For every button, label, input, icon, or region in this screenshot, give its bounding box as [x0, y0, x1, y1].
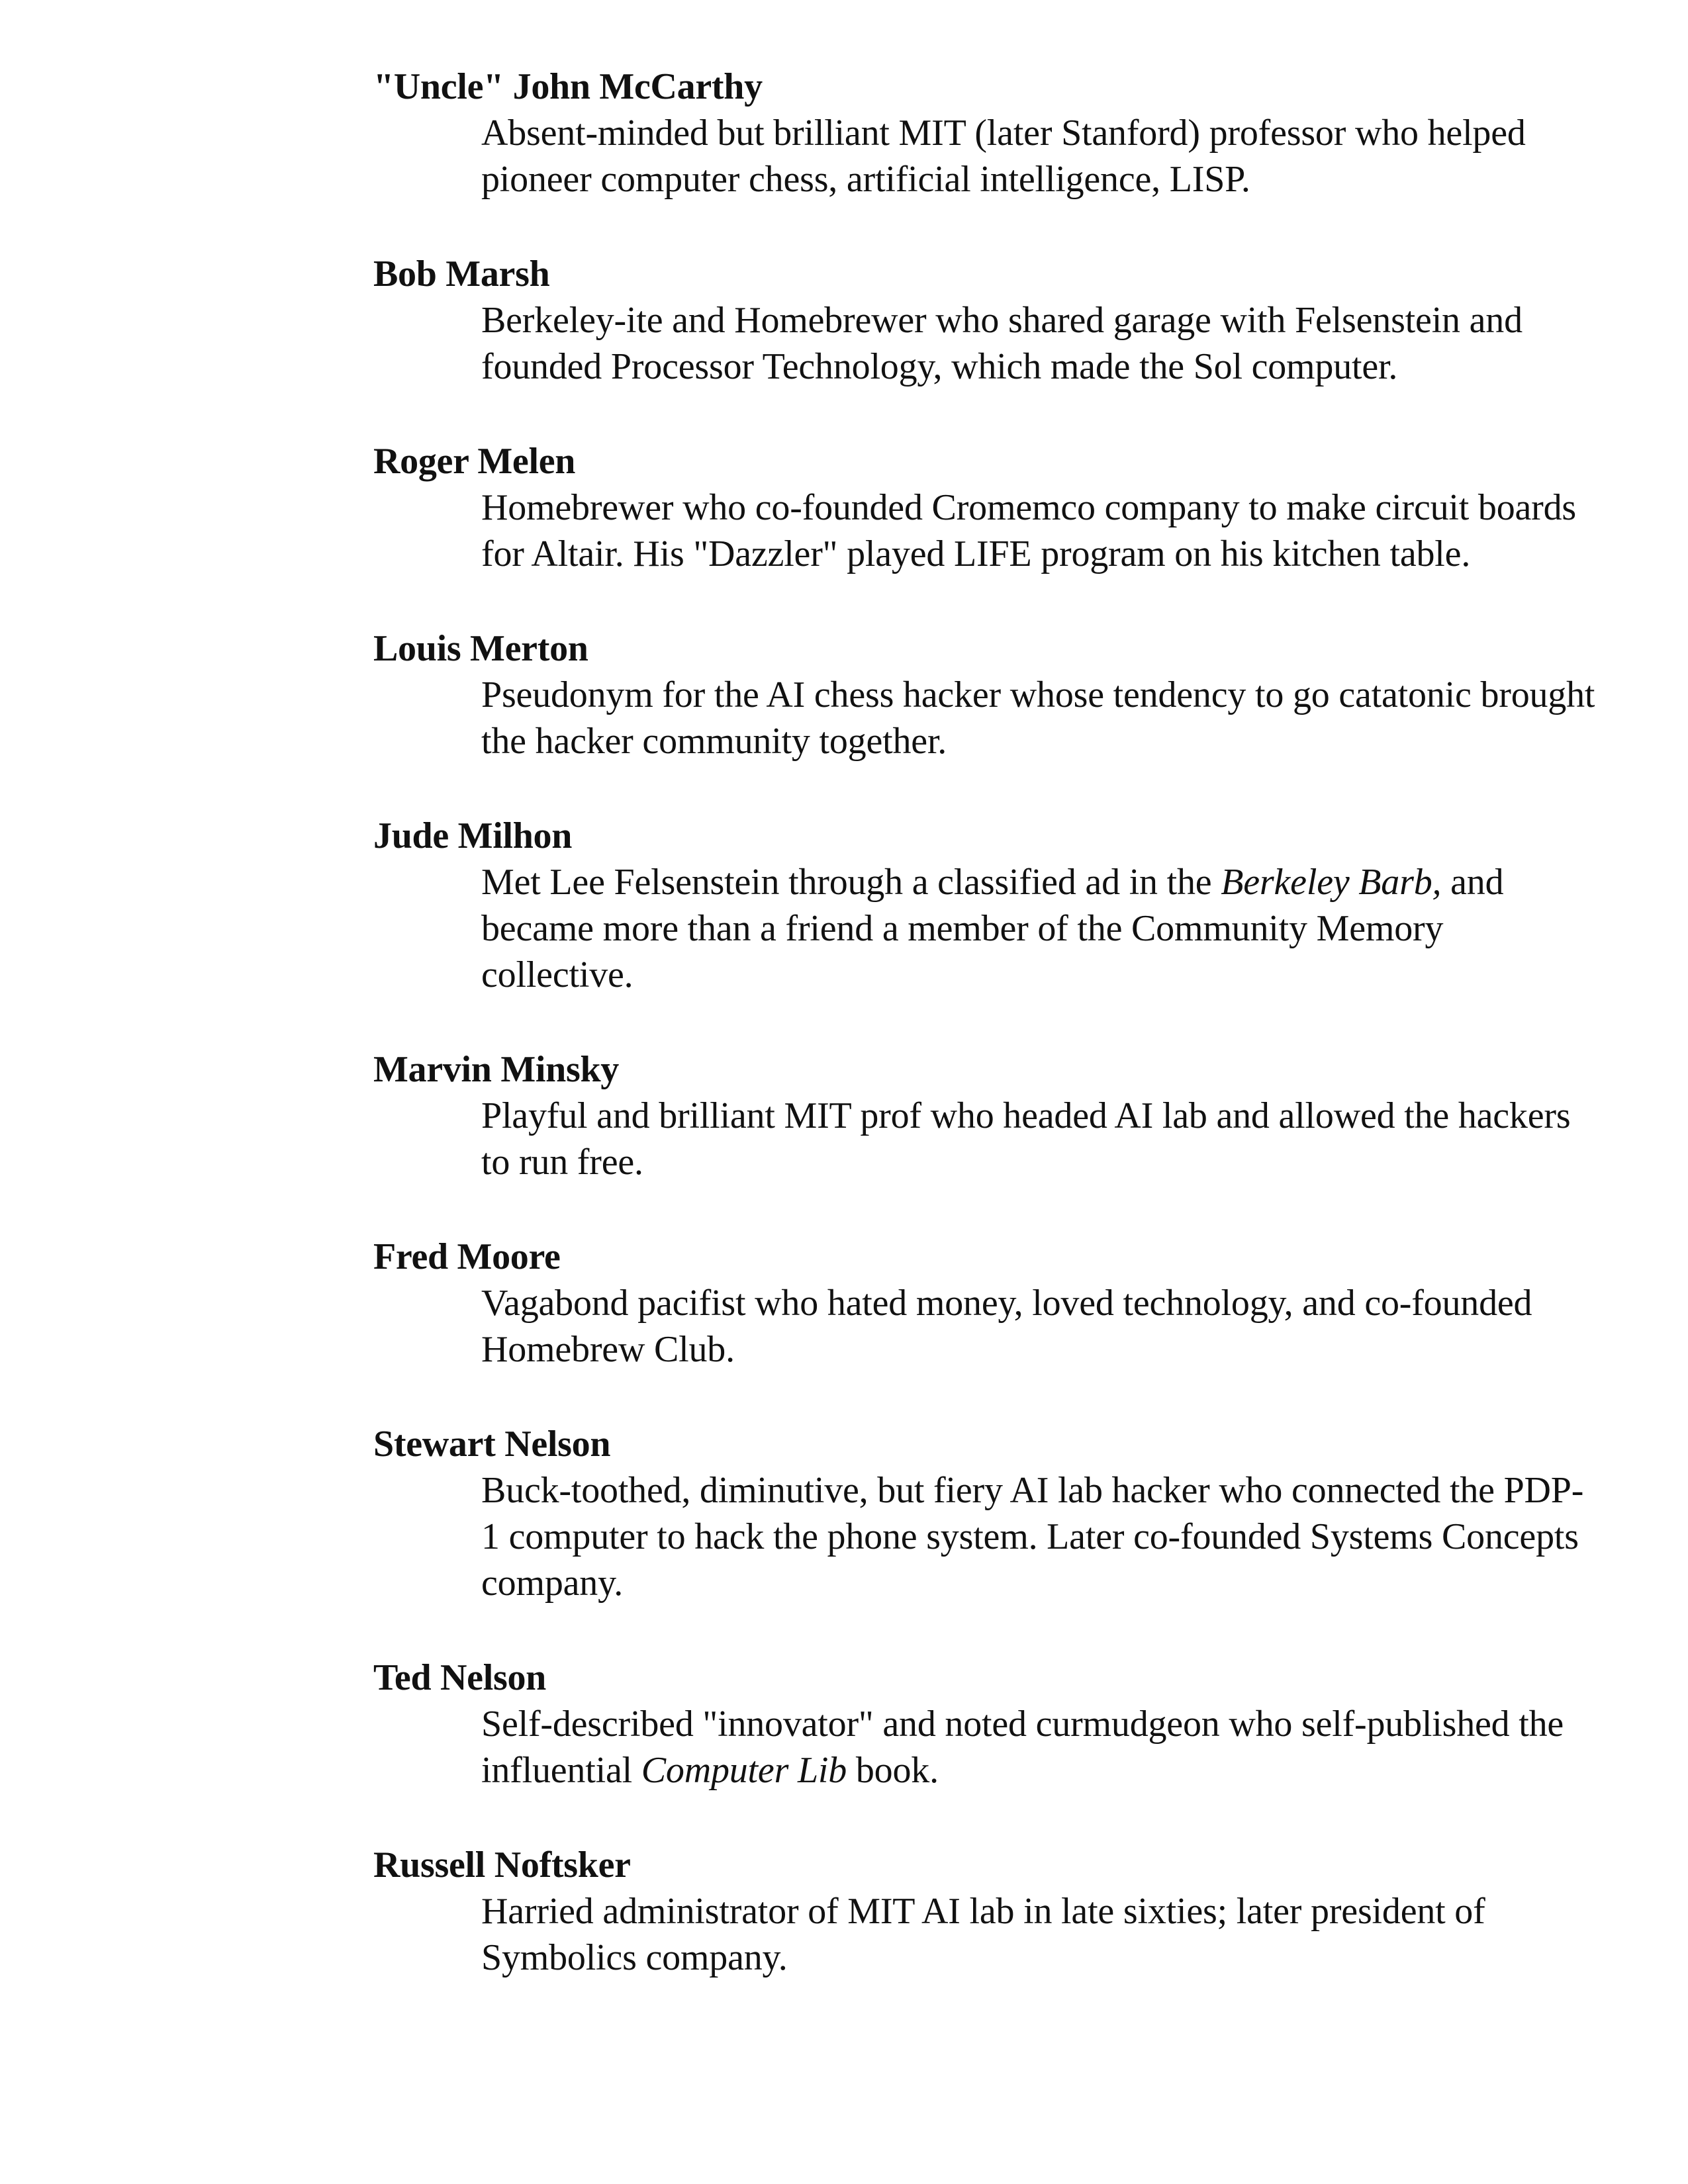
entry-name: Jude Milhon [373, 815, 573, 856]
text-run: 1 computer to hack the phone system. Later co-founded Systems Concepts [481, 1516, 1579, 1557]
text-run: Homebrewer who co-founded Cromemco company to make circuit boards [481, 487, 1577, 528]
entry-name: Bob Marsh [373, 253, 550, 295]
entry-description [481, 1701, 1664, 1794]
text-run: Playful and brilliant MIT prof who headed AI lab and allowed the hackers [481, 1095, 1571, 1136]
text-run: Vagabond pacifist who hated money, loved technology, and co-founded [481, 1283, 1532, 1324]
glossary-entry [373, 64, 1664, 203]
text-run: Harried administrator of MIT AI lab in late sixties; later president of [481, 1891, 1485, 1932]
description-line [481, 1934, 1664, 1981]
glossary-entry [373, 813, 1664, 998]
entry-description [481, 859, 1664, 998]
text-run: collective. [481, 954, 633, 995]
glossary-entry [373, 1421, 1664, 1606]
entry-description [481, 672, 1664, 764]
description-line [481, 343, 1664, 390]
text-run: influential [481, 1750, 641, 1791]
description-line [481, 1326, 1664, 1373]
description-line [481, 531, 1664, 577]
description-line [481, 1560, 1664, 1606]
description-line [481, 156, 1664, 203]
entry-description [481, 297, 1664, 390]
text-run: Pseudonym for the AI chess hacker whose tendency to go catatonic brought [481, 674, 1595, 715]
entry-name: Fred Moore [373, 1236, 561, 1277]
entry-name: Louis Merton [373, 628, 588, 669]
entry-name: Russell Noftsker [373, 1844, 631, 1886]
entry-description [481, 484, 1664, 577]
text-run: the hacker community together. [481, 721, 947, 762]
entry-name: Stewart Nelson [373, 1424, 611, 1465]
text-run: Berkeley-ite and Homebrewer who shared garage with Felsenstein and [481, 300, 1523, 341]
text-run: Self-described "innovator" and noted curmudgeon who self-published the [481, 1704, 1564, 1745]
description-line [481, 1467, 1664, 1514]
description-line [481, 1139, 1664, 1185]
text-run: book. [847, 1750, 939, 1791]
description-line [481, 110, 1664, 156]
text-run: Absent-minded but brilliant MIT (later Stanford) professor who helped [481, 113, 1526, 154]
text-run: Met Lee Felsenstein through a classified ad in the [481, 862, 1221, 903]
description-line [481, 484, 1664, 531]
description-line [481, 1280, 1664, 1326]
description-line [481, 952, 1664, 998]
text-run: and [1441, 862, 1504, 903]
glossary-entry [373, 438, 1664, 577]
description-line [481, 1514, 1664, 1560]
glossary-entry [373, 625, 1664, 764]
entry-description [481, 1888, 1664, 1981]
glossary-entry [373, 1046, 1664, 1185]
entry-description [481, 110, 1664, 203]
text-run: Symbolics company. [481, 1937, 788, 1978]
glossary-entry [373, 1655, 1664, 1794]
description-line [481, 859, 1664, 905]
description-line [481, 672, 1664, 718]
description-line [481, 905, 1664, 952]
description-line [481, 1888, 1664, 1934]
entry-description [481, 1280, 1664, 1373]
description-line [481, 1701, 1664, 1747]
text-run: Homebrew Club. [481, 1329, 735, 1370]
description-line [481, 1093, 1664, 1139]
entry-description [481, 1093, 1664, 1185]
text-run: became more than a friend a member of the Community Memory [481, 908, 1444, 949]
glossary-entry [373, 1842, 1664, 1981]
entry-name: "Uncle" John McCarthy [373, 66, 763, 107]
text-run: pioneer computer chess, artificial intelligence, LISP. [481, 159, 1250, 200]
entry-description [481, 1467, 1664, 1606]
text-run: for Altair. His "Dazzler" played LIFE program on his kitchen table. [481, 533, 1471, 574]
text-run: company. [481, 1563, 624, 1604]
glossary-entry [373, 1234, 1664, 1373]
text-run: to run free. [481, 1142, 643, 1183]
description-line [481, 1747, 1664, 1794]
glossary-list [373, 64, 1664, 2029]
entry-name: Marvin Minsky [373, 1049, 620, 1090]
italic-title: Berkeley Barb, [1221, 862, 1442, 903]
italic-title: Computer Lib [641, 1750, 847, 1791]
glossary-entry [373, 251, 1664, 390]
text-run: Buck-toothed, diminutive, but fiery AI lab hacker who connected the PDP- [481, 1470, 1584, 1511]
text-run: founded Processor Technology, which made the Sol computer. [481, 346, 1398, 387]
description-line [481, 297, 1664, 343]
entry-name: Ted Nelson [373, 1657, 547, 1698]
description-line [481, 718, 1664, 764]
entry-name: Roger Melen [373, 441, 576, 482]
